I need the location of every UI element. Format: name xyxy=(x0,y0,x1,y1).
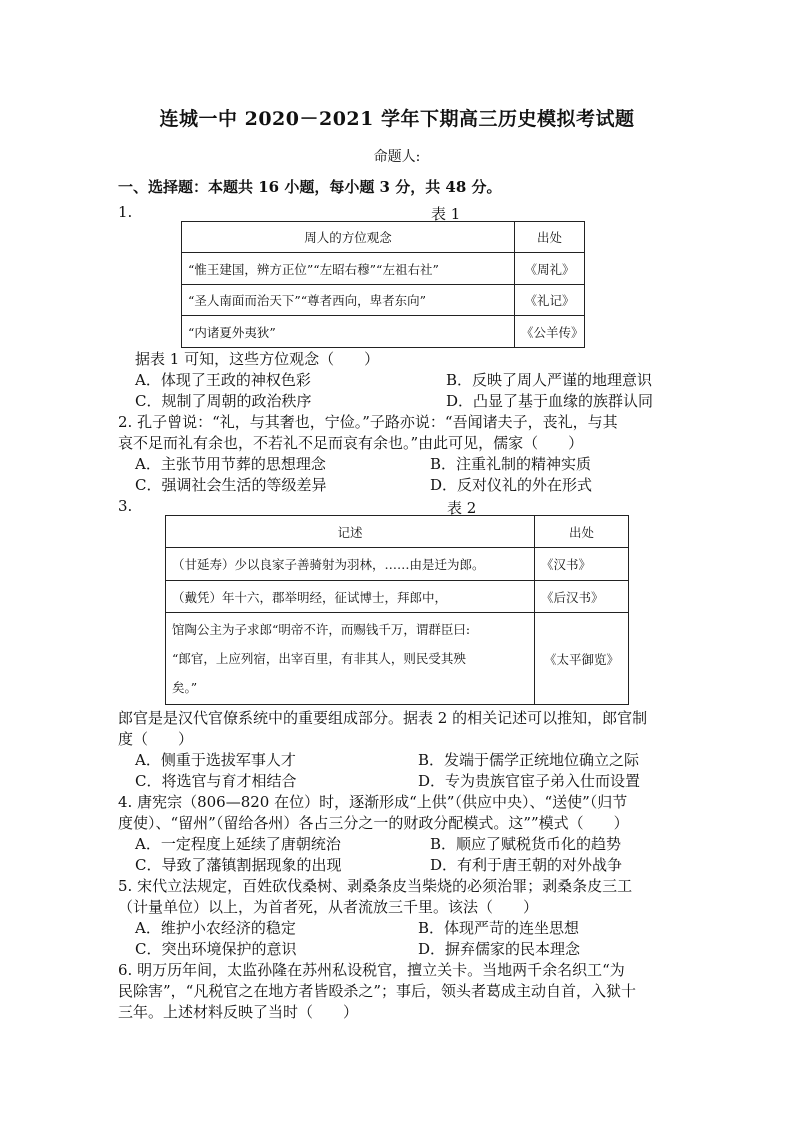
option-d: D．有利于唐王朝的对外战争 xyxy=(430,856,623,874)
question-6-line: 三年。上述材料反映了当时（ ） xyxy=(118,1003,359,1021)
option-a: A．体现了王政的神权色彩 xyxy=(135,371,311,389)
option-c: C．导致了藩镇割据现象的出现 xyxy=(135,856,342,874)
question-3-number: 3. xyxy=(118,497,133,515)
question-5-line: （计量单位）以上，为首者死，从者流放三千里。该法（ ） xyxy=(118,898,539,916)
option-c: C．将选官与育才相结合 xyxy=(135,772,297,790)
question-1-stem: 据表 1 可知，这些方位观念（ ） xyxy=(135,350,380,368)
table-row xyxy=(166,613,629,705)
question-2-line: 2. 孔子曾说：“礼，与其奢也，宁俭。”子路亦说：“吾闻诸夫子，丧礼，与其 xyxy=(118,413,618,431)
option-b: B．注重礼制的精神实质 xyxy=(430,455,592,473)
table-1-cell: “内诸夏外夷狄” xyxy=(182,316,515,348)
table-2-cell: 《后汉书》 xyxy=(535,581,629,613)
table-1-header-0: 周人的方位观念 xyxy=(182,222,515,253)
table-2-cell-line: “郎官，上应列宿，出宰百里，有非其人，则民受其殃 xyxy=(172,651,466,666)
question-3-line: 郎官是是汉代官僚系统中的重要组成部分。据表 2 的相关记述可以推知，郎官制 xyxy=(118,709,648,727)
option-c: C．突出环境保护的意识 xyxy=(135,940,297,958)
table-1-cell: 《公羊传》 xyxy=(515,316,585,348)
table-1-header-1: 出处 xyxy=(515,222,585,253)
question-4-line: 4. 唐宪宗（806—820 在位）时，逐渐形成“上供”（供应中央）、“送使”（归节 xyxy=(118,793,628,811)
question-3-line: 度（ ） xyxy=(118,730,194,748)
table-2-cell: （戴凭）年十六，郡举明经，征试博士，拜郎中， xyxy=(166,581,535,613)
table-1-cell: 《周礼》 xyxy=(515,253,585,285)
section-heading: 一、选择题：本题共 16 小题，每小题 3 分，共 48 分。 xyxy=(118,178,502,196)
table-row xyxy=(166,516,629,548)
table-2-cell xyxy=(166,613,535,705)
option-a: A．维护小农经济的稳定 xyxy=(135,919,296,937)
table-row xyxy=(182,222,585,253)
table-2-cell: 《汉书》 xyxy=(535,548,629,581)
option-b: B．顺应了赋税货币化的趋势 xyxy=(430,835,622,853)
table-row xyxy=(182,316,585,348)
table-1-caption: 表 1 xyxy=(431,205,461,223)
question-1-number: 1. xyxy=(118,203,133,221)
table-1-cell: “圣人南面而治天下”“尊者西向，卑者东向” xyxy=(182,285,515,316)
question-6-line: 6. 明万历年间，太监孙隆在苏州私设税官，擅立关卡。当地两千余名织工“为 xyxy=(118,961,625,979)
question-2-line: 哀不足而礼有余也，不若礼不足而哀有余也。”由此可见，儒家（ ） xyxy=(118,434,584,452)
table-row xyxy=(166,581,629,613)
option-c: C．强调社会生活的等级差异 xyxy=(135,476,327,494)
option-a: A．一定程度上延续了唐朝统治 xyxy=(135,835,341,853)
option-a: A．侧重于选拔军事人才 xyxy=(135,751,296,769)
table-2 xyxy=(165,515,629,705)
table-2-cell: 《太平御览》 xyxy=(535,613,629,705)
table-1 xyxy=(181,221,585,348)
table-1-cell: 《礼记》 xyxy=(515,285,585,316)
table-2-cell-line: 馆陶公主为子求郎“明帝不许，而赐钱千万，谓群臣曰: xyxy=(172,622,471,637)
question-5-line: 5. 宋代立法规定，百姓砍伐桑树、剥桑条皮当柴烧的必须治罪；剥桑条皮三工 xyxy=(118,877,633,895)
author-label: 命题人: xyxy=(373,149,421,165)
option-d: D．凸显了基于血缘的族群认同 xyxy=(446,392,654,410)
table-2-header-0: 记述 xyxy=(166,516,535,548)
table-row xyxy=(182,285,585,316)
question-4-line: 度使）、“留州”（留给各州）各占三分之一的财政分配模式。这””模式（ ） xyxy=(118,814,629,832)
option-d: D．摒弃儒家的民本理念 xyxy=(418,940,581,958)
question-6-line: 民除害”，“凡税官之在地方者皆殴杀之”；事后，领头者葛成主动自首，入狱十 xyxy=(118,982,637,1000)
option-a: A．主张节用节葬的思想理念 xyxy=(135,455,326,473)
option-b: B．发端于儒学正统地位确立之际 xyxy=(418,751,640,769)
option-b: B．体现严苛的连坐思想 xyxy=(418,919,580,937)
option-c: C．规制了周朝的政治秩序 xyxy=(135,392,312,410)
table-2-cell-line: 矣。” xyxy=(172,680,198,695)
table-2-cell: （甘延寿）少以良家子善骑射为羽林，……由是迁为郎。 xyxy=(166,548,535,581)
table-row xyxy=(182,253,585,285)
table-1-cell: “惟王建国，辨方正位”“左昭右穆”“左祖右社” xyxy=(182,253,515,285)
option-b: B．反映了周人严谨的地理意识 xyxy=(446,371,653,389)
table-2-caption: 表 2 xyxy=(447,499,477,517)
table-row xyxy=(166,548,629,581)
option-d: D．反对仪礼的外在形式 xyxy=(430,476,593,494)
table-2-header-1: 出处 xyxy=(535,516,629,548)
page-title: 连城一中 2020－2021 学年下期高三历史模拟考试题 xyxy=(159,108,635,130)
option-d: D．专为贵族官宦子弟入仕而设置 xyxy=(418,772,641,790)
